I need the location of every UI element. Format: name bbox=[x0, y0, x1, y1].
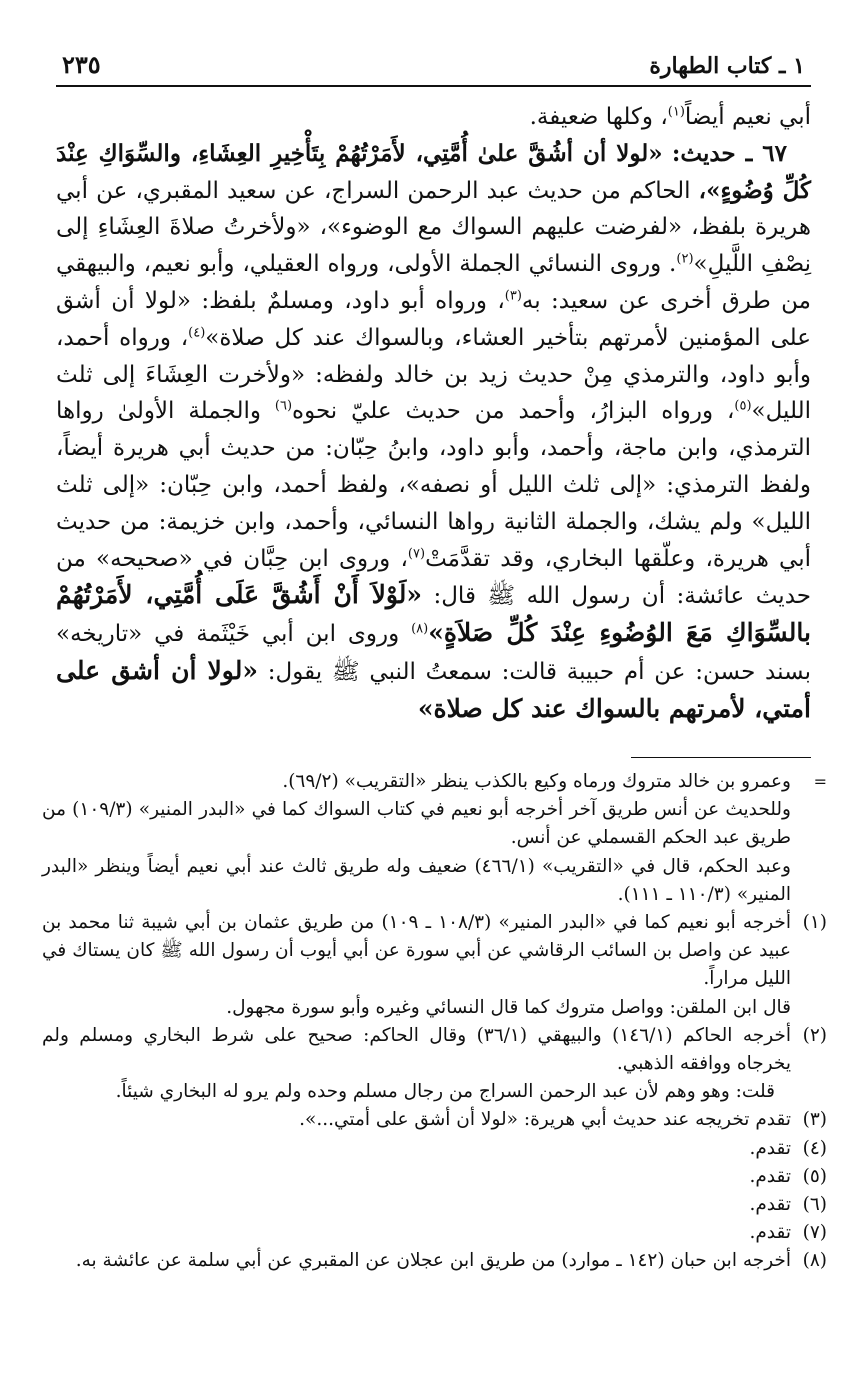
footnote-number: (١) bbox=[802, 912, 827, 934]
footnote-1 bbox=[42, 909, 827, 1022]
footnote-ref[interactable]: (٥) bbox=[734, 398, 752, 414]
text-run: . وروى النسائي الجملة الأولى، ورواه العقيلي، وأبو نعيم، والبيهقي من طرق أخرى عن سعيد: به bbox=[56, 251, 811, 314]
page-header bbox=[56, 50, 811, 87]
text-run: ، وروى ابن حِبَّان في «صحيحه» من حديث عائشة: أن رسول الله ﷺ قال: bbox=[56, 545, 811, 610]
footnote-text: أخرجه أبو نعيم كما في «البدر المنير» (١٠٨/٣ ـ ١٠٩) من طريق عثمان بن أبي شيبة ثنا محمد بن عبيد عن واصل بن السائب الرقاشي عن أبي سورة عن أبي أيوب أن رسول الله ﷺ كان يستاك في الليل مراراً. bbox=[42, 912, 791, 990]
footnote-text: قال ابن الملقن: وواصل متروك كما قال النسائي وغيره وأبو سورة مجهول. bbox=[226, 996, 791, 1018]
footnote-6 bbox=[42, 1191, 827, 1219]
footnote-number: (٦) bbox=[802, 1194, 827, 1216]
footnote-text: أخرجه ابن حبان (١٤٢ ـ موارد) من طريق ابن عجلان عن المقبري عن أبي سلمة عن عائشة به. bbox=[75, 1250, 791, 1272]
text-run: ، وكلها ضعيفة. bbox=[529, 104, 668, 130]
footnote-number: (٨) bbox=[802, 1250, 827, 1272]
footnote-8 bbox=[42, 1247, 827, 1275]
text-run: والجملة الأولىٰ رواها الترمذي، وابن ماجة، وأحمد، وأبو داود، وابنُ حِبّان: من حديث أبي هريرة أيضاً، ولفظ الترمذي: «إلى ثلث الليل أو نصفه»، ولفظ أحمد، وابن حِبّان: «إلى ثلث الليل» ولم يشك، والجملة الثانية رواها النسائي، وأحمد، وابن خزيمة: من حديث أبي هريرة، وعلّقها البخاري، وقد تقدَّمَتْ bbox=[56, 398, 811, 572]
continuation-mark: = bbox=[813, 772, 827, 791]
footnote-number: (٤) bbox=[802, 1137, 827, 1159]
footnote-number: (٢) bbox=[802, 1024, 827, 1046]
footnote-text: تقدم. bbox=[749, 1165, 791, 1187]
footnote-ref[interactable]: (٦) bbox=[274, 398, 293, 414]
text-run: الحاكم من حديث عبد الرحمن السراج، عن سعيد المقبري، عن أبي هريرة بلفظ، «لفرضت عليهم السواك مع الوضوء»، «ولأخرتُ صلاةَ العِشَاءِ إلى نِصْفِ اللَّيلِ» bbox=[56, 177, 811, 278]
footnote-line: وللحديث عن أنس طريق آخر أخرجه أبو نعيم في كتاب السواك كما في «البدر المنير» (١٠٩/٣) من طريق عبد الحكم القسملي عن أنس. bbox=[42, 799, 791, 849]
footnote-4 bbox=[42, 1135, 827, 1163]
footnote-continuation bbox=[42, 768, 827, 909]
footnote-line: وعمرو بن خالد متروك ورماه وكيع بالكذب ينظر «التقريب» (٦٩/٢). bbox=[282, 771, 791, 792]
text-run: ، ورواه البزارُ، وأحمد من حديث عليّ نحوه bbox=[292, 398, 735, 425]
footnote-3 bbox=[42, 1106, 827, 1134]
footnote-5 bbox=[42, 1163, 827, 1191]
footnote-text: تقدم. bbox=[749, 1194, 791, 1216]
footnote-text: تقدم تخريجه عند حديث أبي هريرة: «لولا أن أشق على أمتي...». bbox=[299, 1109, 791, 1131]
footnote-number: (٧) bbox=[802, 1222, 827, 1244]
footnote-ref[interactable]: (٧) bbox=[407, 545, 426, 561]
footnote-7 bbox=[42, 1219, 827, 1247]
footnote-2 bbox=[42, 1022, 827, 1107]
quoted-hadith: «لَوْلاَ أَنْ أَشُقَّ عَلَى أُمَّتِي، لأَمَرْتُهُمْ بالسِّوَاكِ مَعَ الوُضُوءِ عِنْدَ كُلِّ صَلاَةٍ» bbox=[56, 580, 811, 648]
paragraph-hadith-67 bbox=[56, 136, 811, 729]
footnote-line: وعبد الحكم، قال في «التقريب» (٤٦٦/١) ضعيف وله طريق ثالث عند أبي نعيم أيضاً وينظر «البدر المنير» (١١٠/٣ ـ ١١١). bbox=[42, 855, 791, 905]
text-run: ، ورواه أبو داود، ومسلمٌ بلفظ: «لولا أن أشق على المؤمنين لأمرتهم بتأخير العشاء، وبالسواك عند كل صلاة» bbox=[56, 287, 811, 351]
main-text bbox=[56, 99, 811, 729]
text-run: أبي نعيم أيضاً bbox=[684, 104, 811, 130]
text-run: وروى ابن أبي خَيْثَمة في «تاريخه» بسند حسن: عن أم حبيبة قالت: سمعتُ النبي ﷺ يقول: bbox=[56, 621, 811, 685]
footnote-text: قلت: وهو وهم لأن عبد الرحمن السراج من رجال مسلم وحده ولم يرو له البخاري شيئاً. bbox=[115, 1081, 775, 1103]
page-number: ٢٣٥ bbox=[62, 50, 101, 79]
footnote-text: تقدم. bbox=[749, 1222, 791, 1244]
footnote-separator bbox=[631, 757, 811, 758]
footnote-ref[interactable]: (٣) bbox=[504, 288, 522, 304]
footnote-number: (٣) bbox=[802, 1109, 827, 1131]
footnote-ref[interactable]: (١) bbox=[667, 104, 685, 120]
footnote-text: أخرجه الحاكم (١٤٦/١) والبيهقي (٣٦/١) وقال الحاكم: صحيح على شرط البخاري ومسلم ولم يخرجاه ووافقه الذهبي. bbox=[42, 1024, 791, 1075]
hadith-text: «لولا أن أشُقَّ علىٰ أُمَّتِي، لأَمَرْتُهُمْ بِتَأْخِيرِ العِشَاءِ، والسِّوَاكِ عِنْدَ كُلِّ وُضُوءٍ»، bbox=[56, 139, 811, 204]
footnote-number: (٥) bbox=[802, 1165, 827, 1187]
footnotes bbox=[42, 768, 827, 1276]
text-run: ، ورواه أحمد، وأبو داود، والترمذي مِنْ حديث زيد بن خالد ولفظه: «ولأخرت العِشَاءَ إلى ثلث الليل» bbox=[56, 324, 811, 425]
hadith-number: ٦٧ ـ حديث: bbox=[671, 139, 787, 167]
quoted-hadith: «لولا أن أشق على أمتي، لأمرتهم بالسواك عند كل صلاة» bbox=[56, 655, 811, 723]
footnote-ref[interactable]: (٤) bbox=[188, 325, 206, 341]
chapter-title: ١ ـ كتاب الطهارة bbox=[649, 53, 805, 79]
footnote-text: تقدم. bbox=[749, 1137, 791, 1159]
footnote-ref[interactable]: (٨) bbox=[411, 621, 429, 637]
paragraph-intro bbox=[56, 99, 811, 136]
footnote-ref[interactable]: (٢) bbox=[676, 251, 694, 267]
